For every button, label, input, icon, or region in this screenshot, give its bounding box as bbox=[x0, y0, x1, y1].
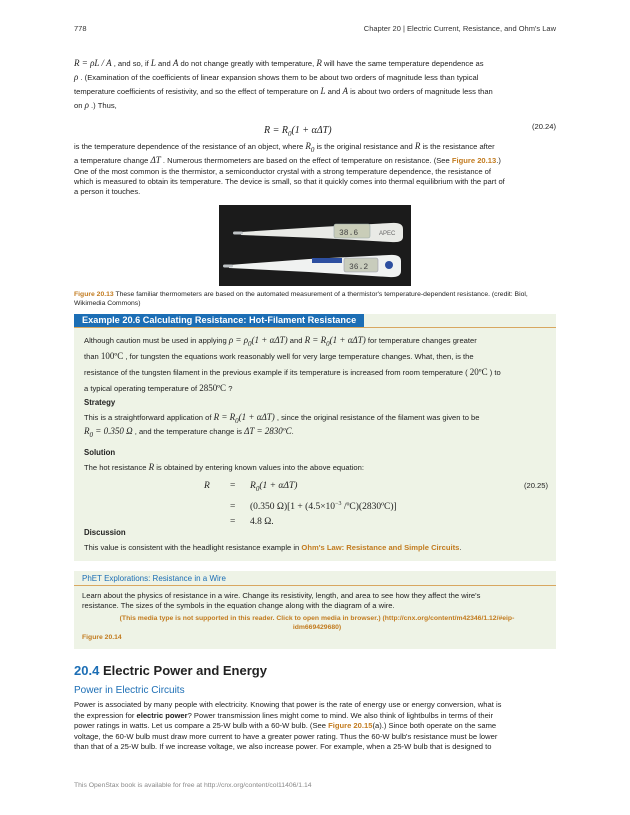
equation-20-25: $R = R_0(1 + \alpha\Delta T)$ = (0.350 $\Omega)[1 + (4.5\times 10^{-3}$ /ºC)(2830ºC)] = 4.8 Ω. bbox=[204, 481, 397, 528]
example-title: Example 20.6 Calculating Resistance: Hot-Filament Resistance bbox=[74, 314, 364, 327]
top-display-reading: 38.6 bbox=[339, 229, 359, 238]
thermistor-paragraph: is the temperature dependence of the resistance of an object, where $R_0$ is the original resistance and R is the resistance after a temperature change ΔT . Numerous thermometers are based on the effect of temperature on resistance. (See Figure 20.13.) One of the most common is the thermistor, a semiconductor crystal with a strong temperature dependence, the resistance of which is measured to obtain its temperature. The device is small, so that it quickly comes into thermal equilibrium with the part of a person it touches. bbox=[74, 141, 505, 196]
subsection-title: Power in Electric Circuits bbox=[74, 685, 185, 696]
power-paragraph: Power is associated by many people with electricity. Knowing that power is the rate of energy use or energy conversion, what is the expression for electric power? Power transmission lines might come to mind. We also think of lightbulbs in terms of their power ratings in watts. Let us compare a 25-W bulb with a 60-W bulb. (See Figure 20.15(a).) Since both operate on the same voltage, the 60-W bulb must draw more current to have a greater power rating. Thus the 60-W bulb's resistance must be lower than that of a 25-W bulb. If we increase voltage, we also increase power. For example, when a 25-W bulb that is designed to bbox=[74, 700, 502, 751]
equation-number-20-24: (20.24) bbox=[531, 122, 556, 131]
figure-20-13-caption: Figure 20.13 These familiar thermometers are based on the automated measurement of a thermistor's temperature-dependent resistance. (credit: Biol, Wikimedia Commons) bbox=[74, 291, 528, 307]
chapter-title: Chapter 20 | Electric Current, Resistance, and Ohm's Law bbox=[363, 24, 556, 33]
phet-description: Learn about the physics of resistance in a wire. Change its resistivity, length, and area to see how they affect the wire's resistance. The sizes of the symbols in the equation change along with the diagram of a wire. bbox=[82, 591, 481, 610]
discussion-text: This value is consistent with the headlight resistance example in Ohm's Law: Resistance and Simple Circuits. bbox=[84, 543, 462, 552]
intro-paragraph: R = ρL / A , and so, if L and A do not change greatly with temperature, R will have the same temperature dependence as ρ . (Examination of the coefficients of linear expansion shows them to be about two orders of magnitude less than typical temperature coefficients of resistivity, and so the effect of temperature on L and A is about two orders of magnitude less than on ρ .) Thus, bbox=[74, 58, 493, 110]
thermometers-photo bbox=[219, 205, 411, 286]
figure-label: Figure 20.13 bbox=[74, 291, 114, 298]
bottom-display-reading: 36.2 bbox=[349, 263, 369, 272]
strategy-text: This is a straightforward application of $R = R_0(1 + \alpha\Delta T)$ , since the original resistance of the filament was given to be $R_0 = 0.350$ Ω , and the temperature change is ΔT = 2830ºC. bbox=[84, 412, 480, 439]
example-title-rule bbox=[74, 327, 556, 328]
figure-20-15-link[interactable]: Figure 20.15 bbox=[328, 721, 373, 730]
apec-brand-label: APEC bbox=[379, 231, 396, 237]
equation-20-24: $R = R_0(1 + \alpha\Delta T)$ bbox=[264, 125, 332, 138]
footer-text: This OpenStax book is available for free at http://cnx.org/content/col11406/1.14 bbox=[74, 782, 312, 789]
page-number: 778 bbox=[74, 24, 87, 33]
strategy-heading: Strategy bbox=[84, 398, 116, 407]
section-title: 20.4 Electric Power and Energy bbox=[74, 663, 267, 678]
solution-heading: Solution bbox=[84, 448, 116, 457]
example-problem: Although caution must be used in applying $\rho = \rho_0(1 + \alpha\Delta T)$ and $R = R_0(1 + \alpha\Delta T)$ for temperature changes greater than 100ºC , for tungsten the equations work reasonably well for very large temperature changes. What, then, is the resistance of the tungsten filament in the previous example if its temperature is increased from room temperature ( 20ºC ) to a typical operating temperature of 2850ºC ? bbox=[84, 335, 501, 393]
media-not-supported-link[interactable]: (This media type is not supported in this reader. Click to open media in browser.) (http://cnx.org/content/m42346/1.12/#eip- idm669429680) bbox=[119, 615, 515, 631]
equation-number-20-25: (20.25) bbox=[523, 481, 548, 490]
phet-title: PhET Explorations: Resistance in a Wire bbox=[82, 574, 226, 583]
section-number: 20.4 bbox=[74, 663, 100, 678]
math-r-rhoL-over-A: R = ρL / A bbox=[74, 58, 112, 68]
figure-20-13-link[interactable]: Figure 20.13 bbox=[451, 156, 497, 165]
phet-title-rule bbox=[74, 585, 556, 586]
ohms-law-link[interactable]: Ohm's Law: Resistance and Simple Circuits bbox=[301, 543, 460, 552]
discussion-heading: Discussion bbox=[84, 528, 126, 537]
figure-20-14-label: Figure 20.14 bbox=[82, 634, 122, 641]
solution-text: The hot resistance R is obtained by entering known values into the above equation: bbox=[84, 462, 364, 472]
